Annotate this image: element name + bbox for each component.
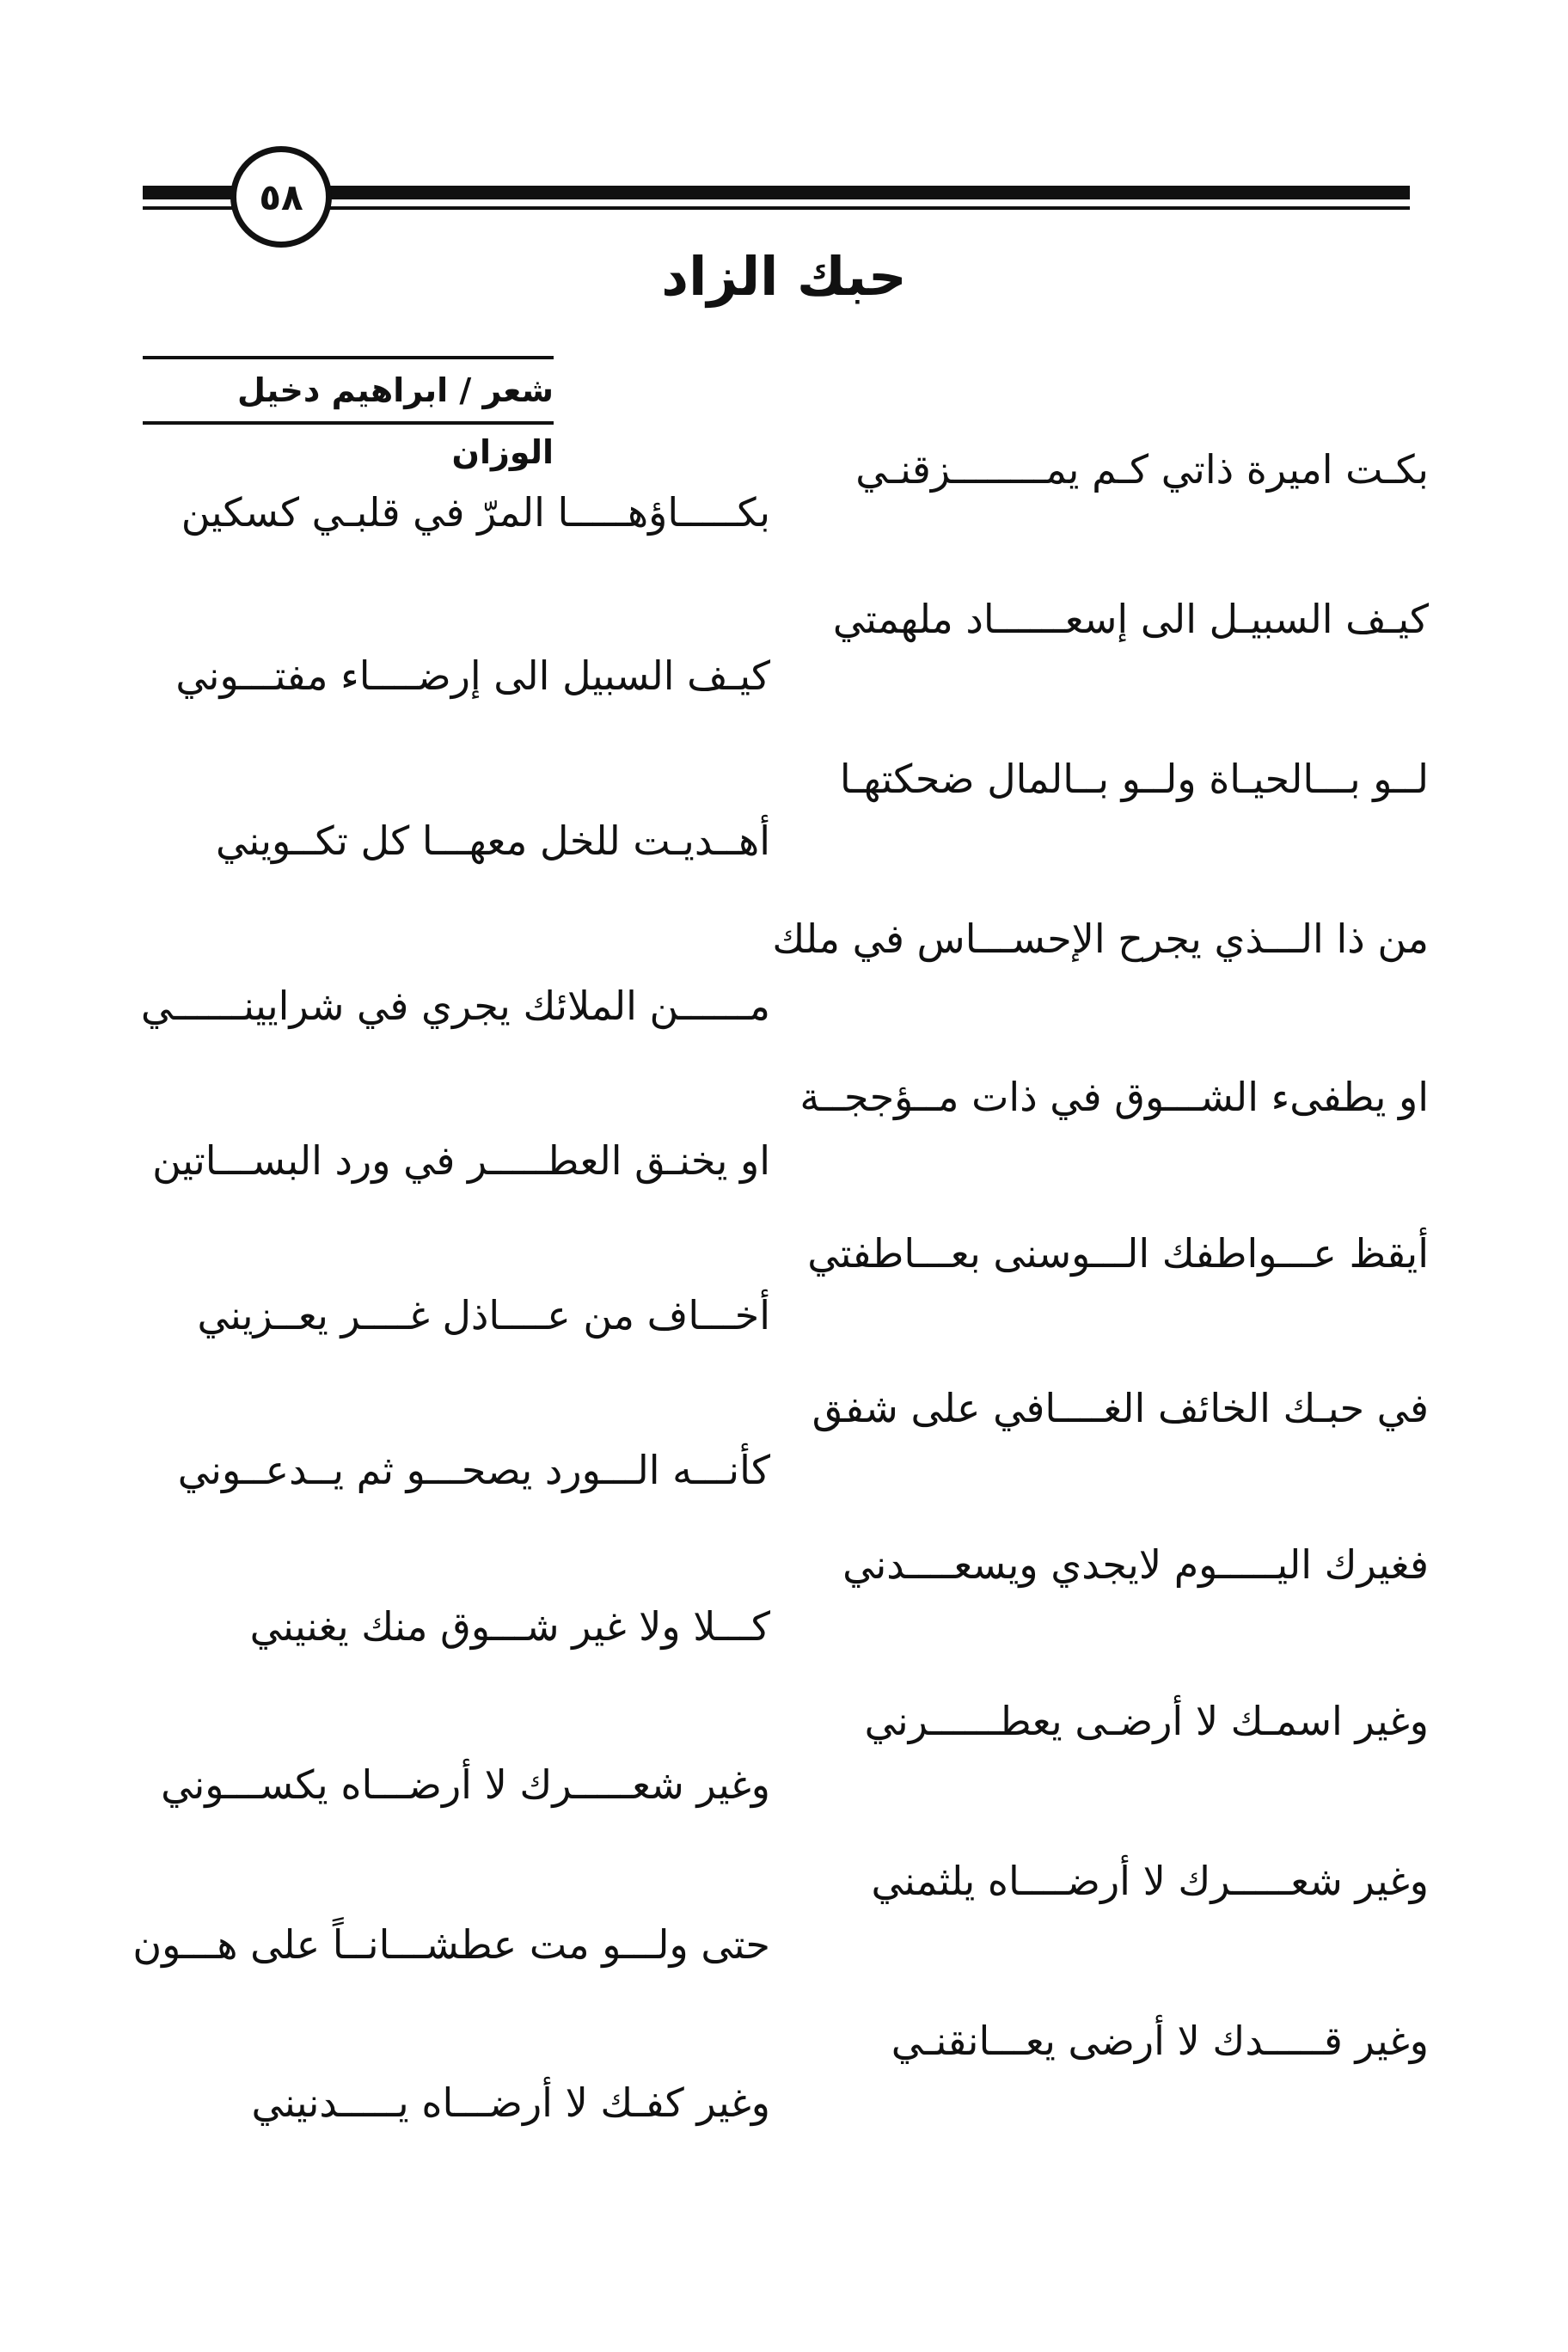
verse-2-first-hemistich: كيـف السبيـل الى إسعــــــاد ملهمتي [832, 596, 1429, 642]
header-rule-thin [143, 206, 1410, 210]
verse-9-first-hemistich: وغير اسمـك لا أرضـى يعطــــــرني [864, 1698, 1429, 1744]
page-number: ٥٨ [259, 175, 303, 218]
verse-11-second-hemistich: وغير كفـك لا أرضـــاه يـــــدنيني [251, 2079, 770, 2126]
verse-6-second-hemistich: أخـــاف من عــــاذل غــــر يعــزيني [197, 1292, 770, 1338]
verse-8-second-hemistich: كـــلا ولا غير شـــوق منك يغنيني [249, 1603, 770, 1650]
verse-11-first-hemistich: وغير قـــــدك لا أرضى يعـــانقنـي [891, 2018, 1429, 2064]
verse-4-second-hemistich: مــــــن الملائك يجري في شرايينــــــي [140, 983, 770, 1029]
poem-author: شعر / ابراهيم دخيل الوزان [143, 356, 554, 425]
page-number-badge [230, 146, 332, 248]
verse-4-first-hemistich: من ذا الـــذي يجرح الإحســـاس في ملك [772, 916, 1429, 962]
header-rule-thick [143, 186, 1410, 199]
verse-7-second-hemistich: كأنـــه الـــورد يصحـــو ثم يــدعــوني [177, 1447, 770, 1493]
verse-1-second-hemistich: بكـــــاؤهـــــا المرّ في قلبـي كسكين [181, 489, 770, 536]
verse-10-second-hemistich: حتى ولـــو مت عطشـــانــاً على هـــون [132, 1921, 770, 1968]
verse-3-second-hemistich: أهــديـت للخل معهـــا كل تكــويني [215, 818, 770, 864]
verse-5-first-hemistich: او يطفىء الشـــوق في ذات مــؤججــة [799, 1074, 1429, 1120]
verse-3-first-hemistich: لــو بـــالحيـاة ولــو بــالمال ضحكتهـا [839, 756, 1429, 802]
verse-5-second-hemistich: او يخنـق العطـــــر في ورد البســـاتين [152, 1137, 770, 1184]
verse-1-first-hemistich: بكـت اميرة ذاتي كـم يمــــــــزقنـي [855, 446, 1429, 493]
verse-2-second-hemistich: كيـف السبيل الى إرضــــاء مفتـــوني [175, 652, 770, 699]
verse-8-first-hemistich: فغيرك اليـــــوم لايجدي ويسعــــدني [842, 1541, 1429, 1588]
verse-10-first-hemistich: وغير شعـــــرك لا أرضــــاه يلثمني [871, 1858, 1429, 1904]
verse-9-second-hemistich: وغير شعـــــرك لا أرضـــاه يكســـوني [161, 1761, 770, 1808]
verse-7-first-hemistich: في حبـك الخائف الغــــافي على شفق [812, 1385, 1429, 1431]
verse-6-first-hemistich: أيقظ عـــواطفك الـــوسنى بعـــاطفتي [807, 1230, 1429, 1277]
poem-title: حبك الزاد [661, 245, 907, 308]
